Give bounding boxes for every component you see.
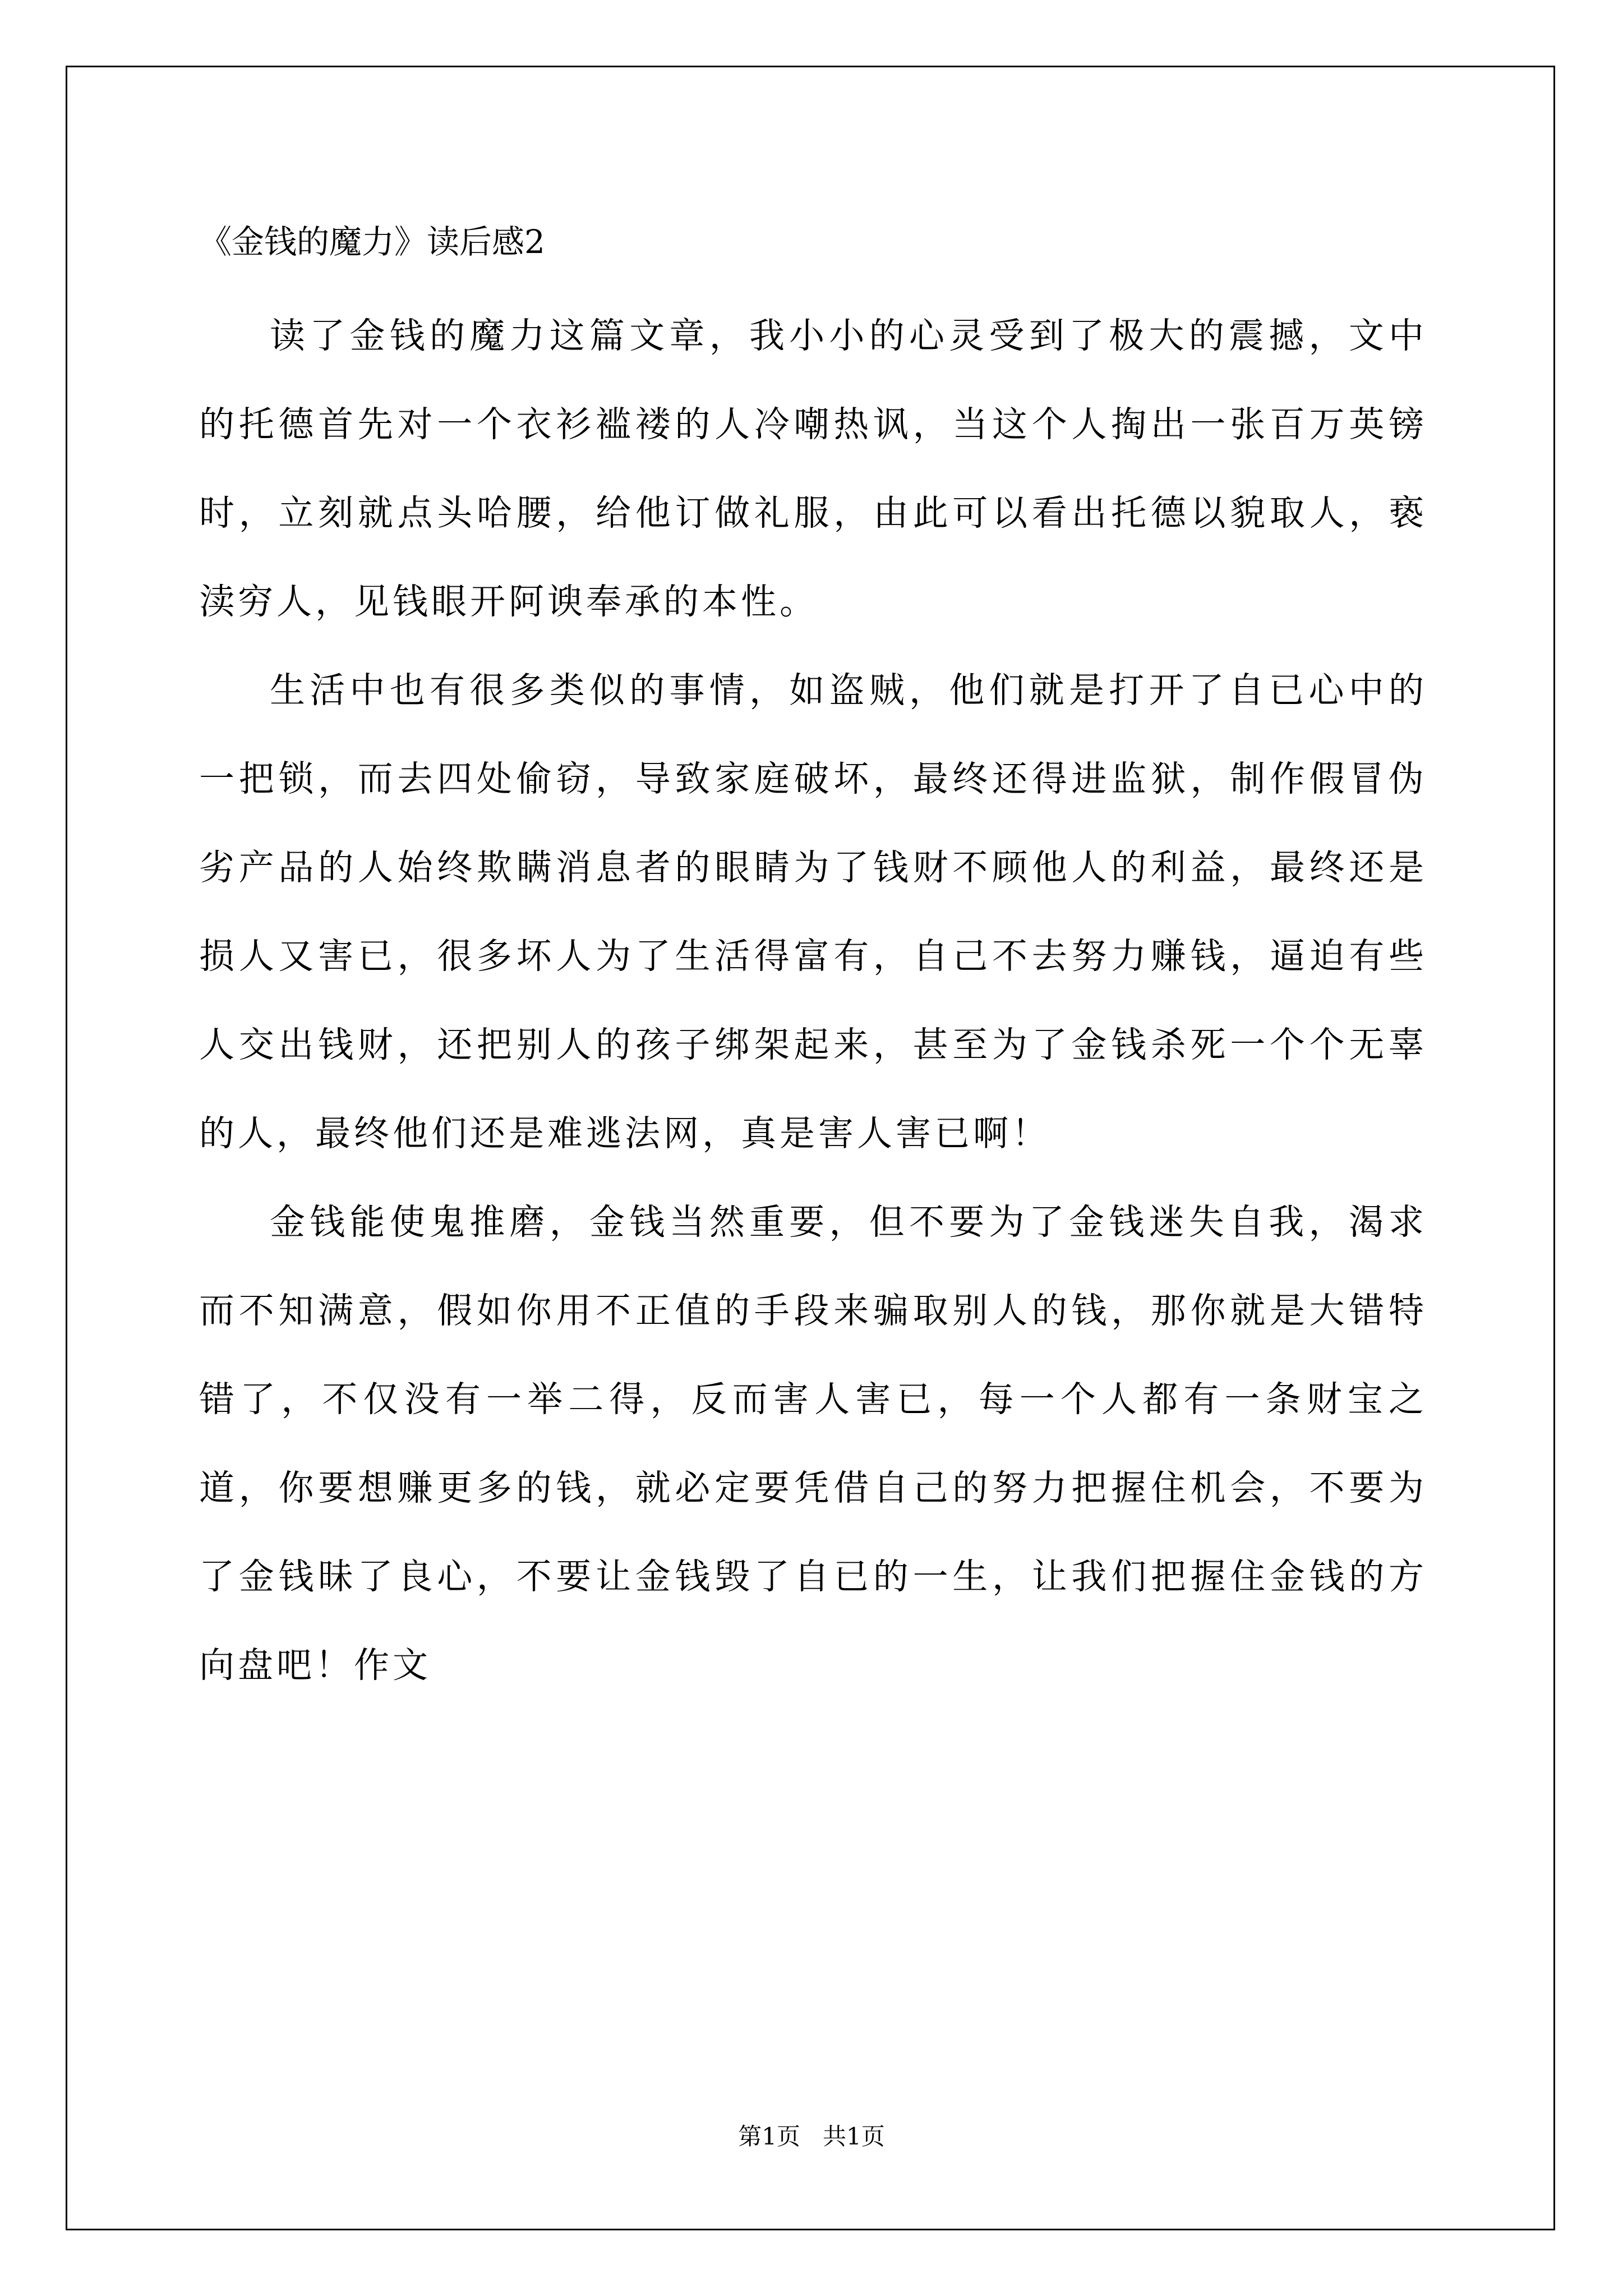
paragraph: 读了金钱的魔力这篇文章，我小小的心灵受到了极大的震撼，文中的托德首先对一个衣衫褴褛的人冷嘲热讽，当这个人掏出一张百万英镑时，立刻就点头哈腰，给他订做礼服，由此可以看出托德以貌取人，亵渎穷人，见钱眼开阿谀奉承的本性。 [199, 315, 1427, 622]
page-total: 共1页 [823, 2123, 885, 2150]
paragraph: 生活中也有很多类似的事情，如盗贼，他们就是打开了自已心中的一把锁，而去四处偷窃，导致家庭破坏，最终还得进监狱，制作假冒伪劣产品的人始终欺瞒消息者的眼睛为了钱财不顾他人的利益，最终还是损人又害已，很多坏人为了生活得富有，自己不去努力赚钱，逼迫有些人交出钱财，还把别人的孩子绑架起来，甚至为了金钱杀死一个个无辜的人，最终他们还是难逃法网，真是害人害已啊！ [199, 670, 1427, 1154]
page-number: 第1页 [738, 2123, 800, 2150]
document-title: 《金钱的魔力》读后感2 [199, 223, 545, 261]
paragraph: 金钱能使鬼推磨，金钱当然重要，但不要为了金钱迷失自我，渴求而不知满意，假如你用不正值的手段来骗取别人的钱，那你就是大错特错了，不仅没有一举二得，反而害人害已，每一个人都有一条财宝之道，你要想赚更多的钱，就必定要凭借自己的努力把握住机会，不要为了金钱昧了良心，不要让金钱毁了自已的一生，让我们把握住金钱的方向盘吧！作文 [199, 1202, 1427, 1686]
document-body [199, 292, 1427, 1710]
page-footer [0, 2121, 1623, 2152]
